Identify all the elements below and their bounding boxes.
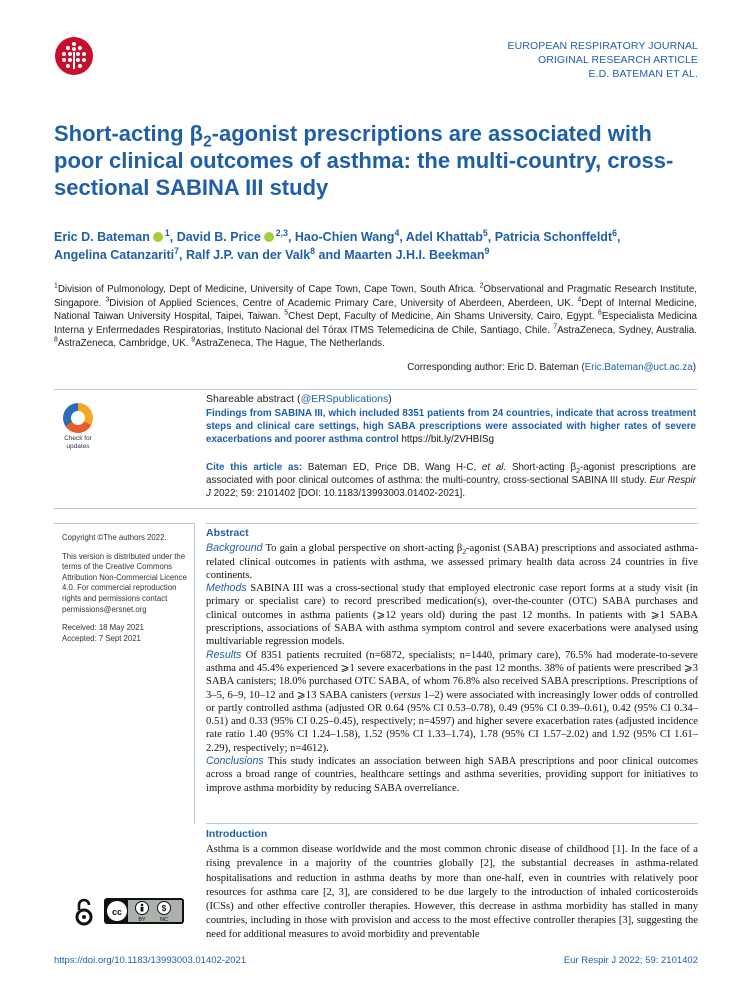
abstract-methods: Methods SABINA III was a cross-sectional study that employed electronic case report forms at a study visit (in primary or specialist care) to record prescribed medication(s), over-the-counter (OTC) SABA purchases and clinical outcomes in asthma patients (⩾12 years old) during the past 12 months. In patients with ⩾1 SABA prescriptions, associations of SABA with asthma symptom control and severe exacerbations were analysed using multivariable regression models. bbox=[206, 582, 698, 648]
abstract-results: Results Of 8351 patients recruited (n=6872, specialists; n=1440, primary care), 76.5% had moderate-to-severe asthma and 45.4% experienced ⩾1 severe exacerbations in the past 12 months. 38% of patients were prescribed ⩾3 SABA canisters; 18.0% purchased OTC SABA, of whom 76.8% also received SABA prescriptions. Prescriptions of 3–5, 6–9, 10–12 and ⩾13 SABA canisters (versus 1–2) were associated with increasingly lower odds of controlled or partly controlled asthma (adjusted OR 0.64 (95% CI 0.53–0.78), 0.49 (95% CI 0.39–0.61), 0.42 (95% CI 0.34–0.51) and 0.33 (95% CI 0.25–0.45), respectively; n=4597) and higher severe exacerbation rates (adjusted incidence rate ratio 1.40 (95% CI 1.24–1.58), 1.52 (95% CI 1.33–1.74), 1.78 (95% CI 1.57–2.02) and 1.92 (95% CI 1.61–2.29), respectively; n=4612). bbox=[206, 648, 698, 754]
orcid-icon[interactable] bbox=[153, 232, 163, 242]
accepted-date: Accepted: 7 Sept 2021 bbox=[62, 633, 141, 643]
sidebar bbox=[62, 533, 192, 652]
short-link[interactable]: https://bit.ly/2VHBISg bbox=[401, 434, 495, 445]
article-title: Short-acting $\beta_2$-agonist prescriptions are associated with poor clinical outcomes of asthma: the multi-country, cross-sectional SABINA III study bbox=[54, 121, 674, 200]
received-date: Received: 18 May 2021 bbox=[62, 623, 144, 633]
author[interactable]: Ralf J.P. van der Valk bbox=[186, 248, 311, 262]
orcid-icon[interactable] bbox=[264, 232, 274, 242]
abstract-background: Background To gain a global perspective on short-acting $\beta_2$-agonist (SABA) prescriptions and associated asthma-related clinical outcomes in patients with asthma, we assessed primary health data across 24 countries in five continents. bbox=[206, 542, 698, 581]
journal-name: EUROPEAN RESPIRATORY JOURNAL bbox=[507, 40, 698, 52]
email-link[interactable]: Eric.Bateman@uct.ac.za bbox=[584, 362, 693, 373]
svg-text:NC: NC bbox=[160, 917, 168, 923]
svg-text:$: $ bbox=[161, 904, 167, 913]
copyright: Copyright ©The authors 2022. bbox=[62, 533, 167, 542]
check-updates-icon bbox=[63, 403, 93, 433]
introduction-heading: Introduction bbox=[206, 823, 698, 841]
author[interactable]: Hao-Chien Wang bbox=[294, 230, 395, 244]
author-list: Eric D. Bateman $^1$, David B. Price $^{2,3}$, Hao-Chien Wang$^4$, Adel Khattab$^5$, Patricia Schonffeldt$^6$, Angelina Catanzariti$^7$, Ralf J.P. van der Valk$^8$ and Maarten J.H.I. Beekman$^9$ bbox=[54, 227, 621, 262]
running-author: E.D. BATEMAN ET AL. bbox=[588, 68, 698, 80]
author[interactable]: Maarten J.H.I. Beekman bbox=[344, 248, 485, 262]
introduction-text: Asthma is a common disease worldwide and the most common chronic disease of childhood [1]. In the face of a rising prevalence in a majority of the countries globally [2], the substantial decreases in asthma-related hospitalisations and reduction in asthma deaths by more than one-half, even in countries with relatively poor resources for asthma care [2, 3], are considered to be due largely to the introduction of inhaled corticosteroids (ICSs) and other effective controller therapies. However, this decrease in asthma morbidity has stalled in many countries, including in those with provision and access to the most effective controller therapies [3], suggesting the need for additional measures to avoid morbidity and preventable bbox=[206, 844, 698, 941]
author[interactable]: Patricia Schonffeldt bbox=[494, 230, 613, 244]
svg-text:cc: cc bbox=[111, 907, 123, 917]
abstract-conclusions: Conclusions This study indicates an association between high SABA prescriptions and poor clinical outcomes across a broad range of countries, healthcare settings and asthma severities, providing support for initiatives to improve asthma morbidity by reducing SABA overreliance. bbox=[206, 755, 698, 794]
shareable-text: Findings from SABINA III, which included 8351 patients from 24 countries, indicate that across treatment steps and clinical care settings, high SABA prescriptions were associated with higher rates of severe exacerbations and poorer asthma control https://bit.ly/2VHBISg bbox=[206, 408, 696, 445]
cc-by-nc-icon[interactable] bbox=[104, 897, 184, 925]
author[interactable]: David B. Price bbox=[176, 230, 261, 244]
footer-doi-link[interactable]: https://doi.org/10.1183/13993003.01402-2021 bbox=[54, 955, 247, 966]
abstract bbox=[206, 523, 698, 795]
ers-logo bbox=[54, 36, 94, 76]
twitter-handle[interactable]: @ERSpublications bbox=[300, 393, 389, 405]
check-for-updates-badge[interactable]: Check for updates bbox=[60, 403, 96, 450]
author[interactable]: Angelina Catanzariti bbox=[54, 248, 175, 262]
licence: This version is distributed under the terms of the Creative Commons Attribution Non-Commercial Licence 4.0. For commercial reproduction rights and permissions contact permissions@ersnet.org bbox=[62, 551, 187, 614]
introduction bbox=[206, 823, 698, 943]
author[interactable]: Adel Khattab bbox=[405, 230, 483, 244]
corresponding-author: Corresponding author: Eric D. Bateman (Eric.Bateman@uct.ac.za) bbox=[407, 362, 696, 373]
shareable-heading: Shareable abstract (@ERSpublications) bbox=[206, 393, 392, 405]
cite-this-article: Cite this article as: Bateman ED, Price DB, Wang H-C, et al. Short-acting $\beta_2$-agonist prescriptions are associated with poor clinical outcomes of asthma: the multi-country, cross-sectional SABINA III study. Eur Respir J 2022; 59: 2101402 [DOI: 10.1183/13993003.01402-2021]. bbox=[206, 462, 696, 499]
author[interactable]: Eric D. Bateman bbox=[54, 230, 150, 244]
abstract-heading: Abstract bbox=[206, 523, 698, 540]
journal-header bbox=[508, 39, 699, 81]
article-type: ORIGINAL RESEARCH ARTICLE bbox=[537, 54, 698, 66]
affiliations: $^1$Division of Pulmonology, Dept of Medicine, University of Cape Town, Cape Town, South Africa. $^2$Observational and Pragmatic Research Institute, Singapore. $^3$Division of Applied Sciences, Centre of Academic Primary Care, University of Aberdeen, Aberdeen, UK. $^4$Dept of Internal Medicine, National Taiwan University Hospital, Taipei, Taiwan. $^5$Chest Dept, Faculty of Medicine, Ain Shams University, Cairo, Egypt. $^6$Especialista Medicina Interna y Enfermedades Respiratorias, Instituto Nacional del Tórax ITMS Telemedicina de Chile, Santiago, Chile. $^7$AstraZeneca, Sydney, Australia. $^8$AstraZeneca, Cambridge, UK. $^9$AstraZeneca, The Hague, The Netherlands. bbox=[54, 282, 697, 350]
open-access-icon bbox=[74, 898, 94, 926]
footer-citation: Eur Respir J 2022; 59: 2101402 bbox=[563, 955, 698, 966]
svg-text:BY: BY bbox=[138, 917, 146, 923]
